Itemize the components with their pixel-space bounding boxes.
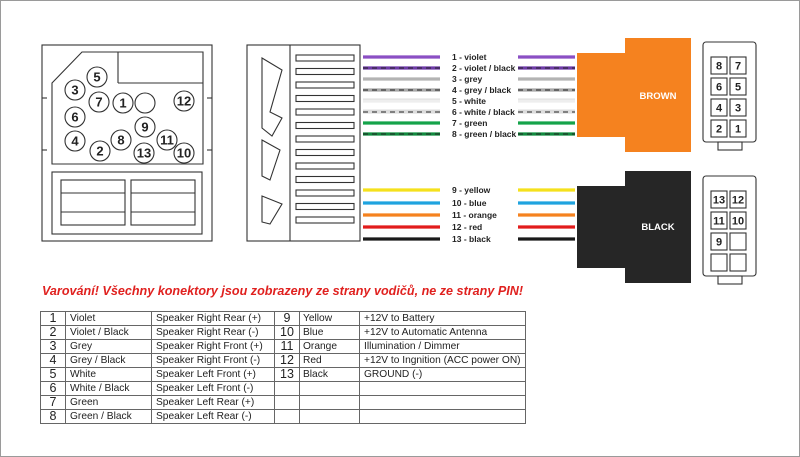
brown-plug-pin-label: 2 <box>715 123 723 136</box>
brown-plug-cell <box>711 78 727 95</box>
brown-plug-pin-label: 7 <box>734 60 742 73</box>
black-plug-pin-label: 10 <box>731 215 745 228</box>
black-plug-cells <box>711 191 746 271</box>
black-plug-cell <box>711 191 727 208</box>
table-cell-f2: Illumination / Dimmer <box>360 340 526 354</box>
wire-11 <box>363 210 575 220</box>
brown-plug-pin-label: 6 <box>715 81 723 94</box>
brown-plug-cell <box>711 99 727 116</box>
iso-pin-5 <box>87 67 107 87</box>
black-plug-pin-label: 12 <box>731 194 745 207</box>
table-cell-c2: Orange <box>300 340 360 354</box>
table-cell-f1: Speaker Left Rear (+) <box>152 396 275 410</box>
table-cell-c2 <box>300 410 360 424</box>
table-row <box>41 354 526 368</box>
wire-1 <box>363 52 575 62</box>
table-cell-f2 <box>360 396 526 410</box>
side-slot <box>296 136 354 142</box>
side-latch-mid <box>262 140 280 180</box>
wire-3 <box>363 74 575 84</box>
iso-pin-label: 6 <box>71 109 79 125</box>
table-cell-n2: 13 <box>275 368 300 382</box>
iso-pin-7 <box>89 92 109 112</box>
table-cell-n2 <box>275 410 300 424</box>
iso-pin-label: 2 <box>96 143 104 159</box>
side-slot <box>296 109 354 115</box>
table-row <box>41 340 526 354</box>
table-cell-f2: +12V to Automatic Antenna <box>360 326 526 340</box>
wire-13 <box>363 234 575 244</box>
table-cell-f1: Speaker Right Rear (+) <box>152 312 275 326</box>
table-row <box>41 382 526 396</box>
black-plug-pin-label: 9 <box>715 236 723 249</box>
iso-pin-label: 10 <box>176 145 192 161</box>
table-cell-n1: 4 <box>41 354 66 368</box>
black-plug-cell <box>730 212 746 229</box>
wire-label: 6 - white / black <box>452 107 515 117</box>
black-connector-label: BLACK <box>641 222 675 233</box>
iso-pin-9 <box>135 117 155 137</box>
table-cell-c1: Grey / Black <box>66 354 152 368</box>
iso-pin-2 <box>90 141 110 161</box>
table-cell-c2: Yellow <box>300 312 360 326</box>
wire-12 <box>363 222 575 232</box>
iso-pin-10 <box>174 143 194 163</box>
table-cell-f2: +12V to Battery <box>360 312 526 326</box>
wire-label: 1 - violet <box>452 52 487 62</box>
iso-pin-1 <box>113 93 133 113</box>
table-cell-f2 <box>360 410 526 424</box>
side-slot <box>296 163 354 169</box>
table-cell-c1: White / Black <box>66 382 152 396</box>
wire-7 <box>363 118 575 128</box>
side-slot <box>296 177 354 183</box>
black-plug-cell <box>730 233 746 250</box>
side-latch-lower <box>262 196 282 224</box>
brown-plug-cell <box>730 57 746 74</box>
iso-pin-8 <box>111 130 131 150</box>
iso-pin-label: 3 <box>71 82 79 98</box>
table-cell-n2: 9 <box>275 312 300 326</box>
wire-label: 8 - green / black <box>452 129 517 139</box>
wire-label: 11 - orange <box>452 210 497 220</box>
wire-5 <box>363 96 575 106</box>
wire-4 <box>363 85 575 95</box>
black-connector-back <box>577 186 625 268</box>
table-cell-c2 <box>300 396 360 410</box>
table-cell-n1: 8 <box>41 410 66 424</box>
brown-plug-tab <box>718 142 742 150</box>
iso-connector-side <box>247 45 360 241</box>
table-cell-n1: 1 <box>41 312 66 326</box>
black-plug-face <box>703 176 756 284</box>
wire-10 <box>363 198 575 208</box>
table-cell-n2: 10 <box>275 326 300 340</box>
black-plug-pin-label: 11 <box>713 215 725 228</box>
wire-label: 12 - red <box>452 222 483 232</box>
brown-plug-pin-label: 1 <box>734 123 742 136</box>
brown-connector-back <box>577 53 625 137</box>
table-cell-n1: 7 <box>41 396 66 410</box>
brown-plug-pin-label: 8 <box>715 60 723 73</box>
black-plug-cell <box>711 254 727 271</box>
table-cell-n2 <box>275 396 300 410</box>
table-cell-c2: Black <box>300 368 360 382</box>
black-connector <box>577 171 691 283</box>
iso-pin-label: 1 <box>119 95 127 111</box>
wire-label: 5 - white <box>452 96 487 106</box>
brown-plug-cell <box>730 120 746 137</box>
brown-plug-cell <box>730 99 746 116</box>
iso-pin-label: 7 <box>95 94 103 110</box>
side-slot <box>296 217 354 223</box>
side-slot <box>296 96 354 102</box>
black-plug-cell <box>711 233 727 250</box>
iso-pin-4 <box>65 131 85 151</box>
table-cell-n2: 11 <box>275 340 300 354</box>
brown-plug-cells <box>711 57 746 137</box>
brown-plug-cell <box>711 120 727 137</box>
iso-pin-label: 9 <box>141 119 149 135</box>
side-slot <box>296 55 354 61</box>
iso-pin-label: 11 <box>160 132 174 148</box>
table-cell-f2: +12V to Ingnition (ACC power ON) <box>360 354 526 368</box>
table-cell-c2 <box>300 382 360 396</box>
brown-plug-cell <box>711 57 727 74</box>
side-slot <box>296 69 354 75</box>
side-slot <box>296 190 354 196</box>
table-row <box>41 410 526 424</box>
table-cell-c1: Green <box>66 396 152 410</box>
table-cell-c1: Violet <box>66 312 152 326</box>
side-latch-upper <box>262 58 282 136</box>
pinout-table <box>40 311 526 424</box>
table-cell-f1: Speaker Right Rear (-) <box>152 326 275 340</box>
wire-label: 7 - green <box>452 118 488 128</box>
table-cell-c1: White <box>66 368 152 382</box>
wire-6 <box>363 107 575 117</box>
table-cell-f1: Speaker Left Front (-) <box>152 382 275 396</box>
iso-pin-label: 12 <box>176 93 192 109</box>
brown-connector-label: BROWN <box>639 91 677 102</box>
pinout-table-body <box>41 312 526 424</box>
brown-plug-pin-label: 4 <box>715 102 723 115</box>
table-cell-c1: Green / Black <box>66 410 152 424</box>
warning-text: Varování! Všechny konektory jsou zobrazeny ze strany vodičů, ne ze strany PIN! <box>42 284 524 298</box>
table-cell-f2 <box>360 382 526 396</box>
brown-plug-face <box>703 42 756 150</box>
wire-2 <box>363 63 575 73</box>
table-cell-n2: 12 <box>275 354 300 368</box>
iso-pin-label: 4 <box>71 133 79 149</box>
power-slot-left <box>61 180 125 225</box>
wire-8 <box>363 129 575 139</box>
brown-plug-cell <box>730 78 746 95</box>
table-cell-n1: 2 <box>41 326 66 340</box>
wire-label: 2 - violet / black <box>452 63 516 73</box>
wire-set <box>363 52 575 244</box>
iso-connector-front <box>42 45 212 241</box>
table-row <box>41 326 526 340</box>
side-slot <box>296 82 354 88</box>
wire-label: 4 - grey / black <box>452 85 512 95</box>
table-cell-n1: 6 <box>41 382 66 396</box>
table-cell-n2 <box>275 382 300 396</box>
table-row <box>41 368 526 382</box>
side-slot <box>296 150 354 156</box>
iso-pin-13 <box>134 143 154 163</box>
iso-pin-label: 13 <box>136 145 152 161</box>
table-cell-c1: Grey <box>66 340 152 354</box>
power-slot-right <box>131 180 195 225</box>
black-plug-cell <box>730 254 746 271</box>
table-cell-c2: Red <box>300 354 360 368</box>
side-wire-slots <box>296 55 354 223</box>
table-cell-f2: GROUND (-) <box>360 368 526 382</box>
table-row <box>41 396 526 410</box>
brown-connector <box>577 38 691 152</box>
wire-label: 9 - yellow <box>452 185 491 195</box>
black-plug-cell <box>730 191 746 208</box>
black-plug-cell <box>711 212 727 229</box>
table-cell-n1: 3 <box>41 340 66 354</box>
side-slot <box>296 123 354 129</box>
table-cell-f1: Speaker Right Front (-) <box>152 354 275 368</box>
brown-plug-pin-label: 3 <box>734 102 742 115</box>
iso-pin-label: 5 <box>93 69 101 85</box>
iso-pin-12 <box>174 91 194 111</box>
table-row <box>41 312 526 326</box>
black-plug-tab <box>718 276 742 284</box>
wire-label: 13 - black <box>452 234 491 244</box>
table-cell-n1: 5 <box>41 368 66 382</box>
brown-plug-pin-label: 5 <box>734 81 742 94</box>
table-cell-f1: Speaker Left Rear (-) <box>152 410 275 424</box>
wire-9 <box>363 185 575 195</box>
iso-pin-label: 8 <box>117 132 125 148</box>
iso-pin-unused <box>135 93 155 113</box>
table-cell-f1: Speaker Left Front (+) <box>152 368 275 382</box>
table-cell-c1: Violet / Black <box>66 326 152 340</box>
iso-pin-circles <box>65 67 194 163</box>
wire-label: 3 - grey <box>452 74 483 84</box>
table-cell-c2: Blue <box>300 326 360 340</box>
table-cell-f1: Speaker Right Front (+) <box>152 340 275 354</box>
wire-label: 10 - blue <box>452 198 487 208</box>
iso-pin-11 <box>157 130 177 150</box>
black-plug-pin-label: 13 <box>712 194 726 207</box>
side-slot <box>296 204 354 210</box>
iso-pin-3 <box>65 80 85 100</box>
iso-pin-6 <box>65 107 85 127</box>
